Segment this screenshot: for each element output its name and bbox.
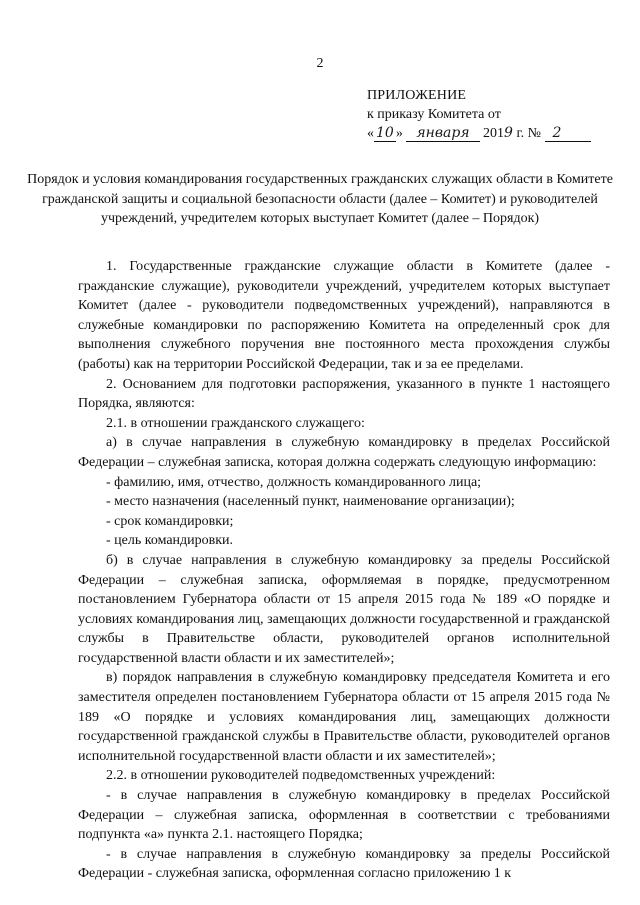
date-day: 10 — [376, 125, 394, 141]
paragraph: - фамилию, имя, отчество, должность командированного лица; — [106, 474, 482, 490]
paragraph: - цель командировки. — [106, 533, 234, 549]
paragraph: б) в случае направления в служебную командировку за пределы Российской Федерации – служебная записка, оформляемая в порядке, предусмотренном постановлением Губернатора области от 15 апреля 2015 года № 189 «О порядке и условиях командирования лиц, замещающих должности государственной и гражданской службы в Правительстве области, руководителей органов исполнительной государственной власти области и их заместителей»; — [78, 552, 610, 666]
order-number: 2 — [545, 125, 592, 142]
page-number: 2 — [316, 56, 324, 71]
paragraph: - срок командировки; — [106, 513, 234, 529]
paragraph: а) в случае направления в служебную командировку в пределах Российской Федерации – служебная записка, которая должна содержать следующую информацию: — [78, 435, 610, 470]
appendix-header — [367, 86, 617, 143]
appendix-date-line — [367, 124, 617, 143]
appendix-subtitle: к приказу Комитета от — [367, 107, 501, 122]
date-g-number: г. № — [516, 126, 541, 141]
date-open-quote: « — [367, 126, 374, 141]
paragraph: 2.2. в отношении руководителей подведомственных учреждений: — [106, 768, 496, 784]
date-year-prefix: 201 — [483, 126, 505, 141]
document-body — [78, 257, 610, 884]
paragraph: 1. Государственные гражданские служащие области в Комитете (далее - гражданские служащие), руководители учреждений, учредителем которых выступает Комитет (далее - руководители подведомственных учреждений), направляются в служебные командировки по распоряжению Комитета на определенный срок для выполнения служебного поручения вне постоянного места прохождения службы (работы) как на территории Российской Федерации, так и за ее пределами. — [78, 259, 610, 372]
paragraph: - место назначения (населенный пункт, наименование организации); — [106, 494, 515, 510]
date-year-suffix: 9 — [504, 125, 513, 141]
appendix-title: ПРИЛОЖЕНИЕ — [367, 88, 467, 103]
paragraph: - в случае направления в служебную командировку в пределах Российской Федерации – служебная записка, оформленная в соответствии с требованиями подпункта «а» пункта 2.1. настоящего Порядка; — [78, 788, 610, 843]
paragraph: в) порядок направления в служебную командировку председателя Комитета и его заместителя определен постановлением Губернатора области от 15 апреля 2015 года № 189 «О порядке и условиях командирования лиц, замещающих должности государственной гражданской службы в Правительстве области, руководителей органов исполнительной государственной власти области и их заместителей»; — [78, 670, 610, 764]
date-month: января — [406, 125, 479, 142]
paragraph: - в случае направления в служебную командировку за пределы Российской Федерации - служебная записка, оформленная согласно приложению 1 к — [78, 846, 610, 882]
document-title: Порядок и условия командирования государственных гражданских служащих области в Комитете гражданской защиты и социальной безопасности области (далее – Комитет) и руководителей учреждений, учредителем которых выступает Комитет (далее – Порядок) — [27, 172, 613, 226]
paragraph: 2.1. в отношении гражданского служащего: — [106, 415, 365, 431]
date-close-quote: » — [395, 126, 403, 141]
paragraph: 2. Основанием для подготовки распоряжения, указанного в пункте 1 настоящего Порядка, являются: — [78, 376, 610, 412]
